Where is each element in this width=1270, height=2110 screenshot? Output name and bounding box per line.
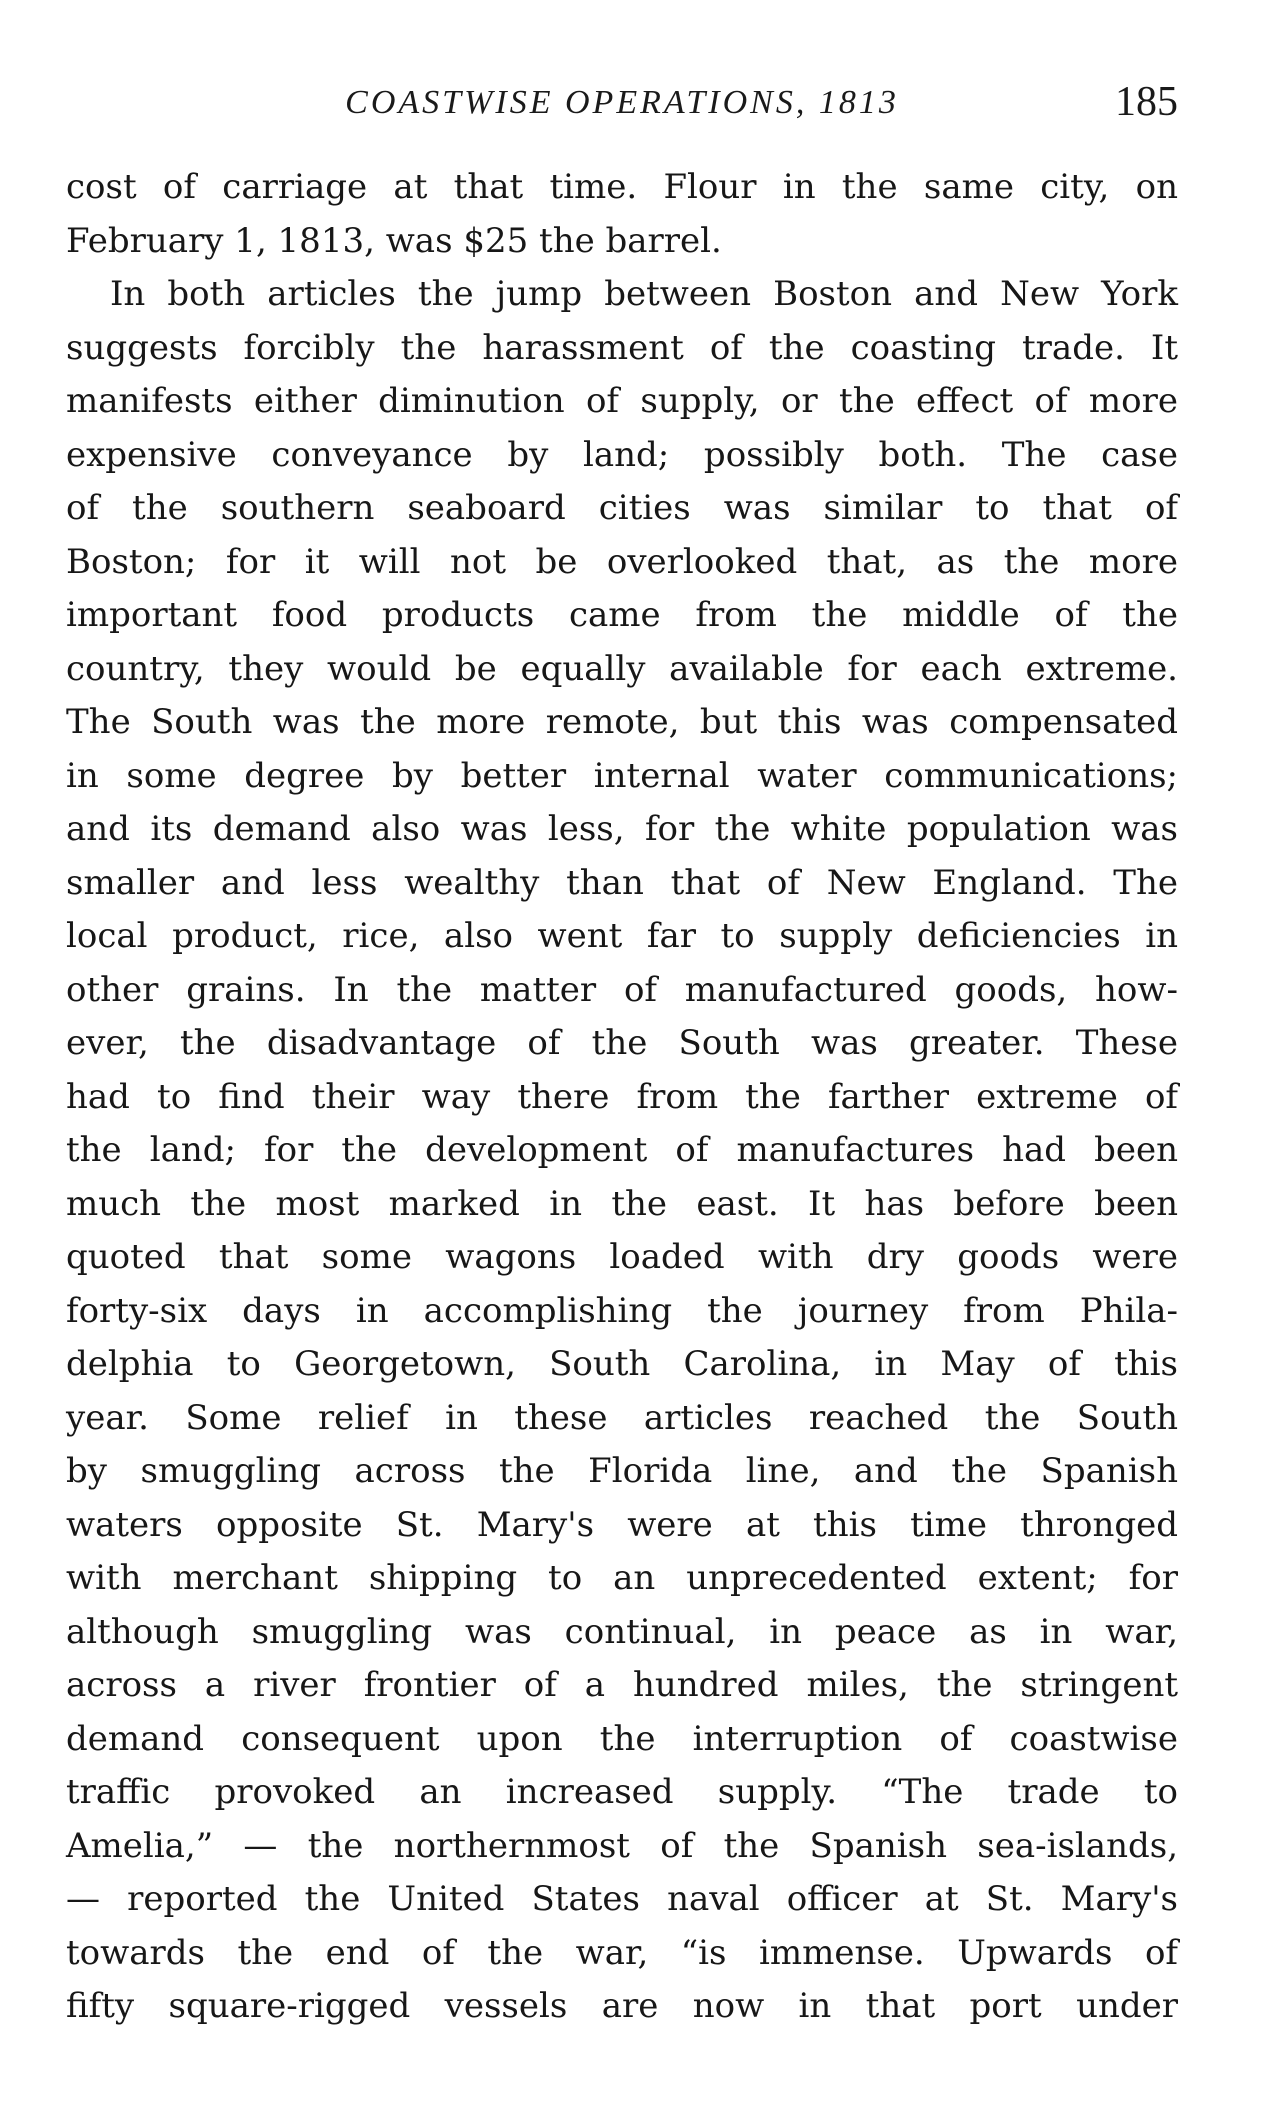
text-line: country, they would be equally available for each extreme. xyxy=(66,648,1178,689)
text-line: quoted that some wagons loaded with dry goods were xyxy=(66,1237,1178,1277)
text-line: other grains. In the matter of manufactured goods, how- xyxy=(66,969,1178,1010)
text-line: although smuggling was continual, in peace as in war, xyxy=(66,1611,1178,1652)
running-title: COASTWISE OPERATIONS, 1813 xyxy=(345,84,899,121)
text-line: — reported the United States naval officer at St. Mary's xyxy=(66,1879,1178,1919)
running-head xyxy=(66,78,1178,134)
body-text xyxy=(66,161,1178,2034)
text-line: The South was the more remote, but this was compensated xyxy=(66,702,1178,742)
text-line: in some degree by better internal water communications; xyxy=(66,755,1178,796)
text-line: of the southern seaboard cities was similar to that of xyxy=(66,488,1178,528)
text-line: and its demand also was less, for the white population was xyxy=(66,809,1178,849)
text-line: suggests forcibly the harassment of the coasting trade. It xyxy=(66,327,1178,368)
text-line: expensive conveyance by land; possibly both. The case xyxy=(66,434,1178,475)
text-line: demand consequent upon the interruption of coastwise xyxy=(66,1718,1178,1759)
text-line: towards the end of the war, “is immense. Upwards of xyxy=(66,1932,1178,1973)
text-line: much the most marked in the east. It has before been xyxy=(66,1183,1178,1224)
text-line: smaller and less wealthy than that of New England. The xyxy=(66,862,1178,903)
text-line: waters opposite St. Mary's were at this time thronged xyxy=(66,1504,1178,1545)
text-line: local product, rice, also went far to supply deficiencies in xyxy=(66,916,1178,956)
text-line: February 1, 1813, was $25 the barrel. xyxy=(66,220,722,261)
text-line: In both articles the jump between Boston and New York xyxy=(110,274,1178,314)
text-line: traffic provoked an increased supply. “The trade to xyxy=(66,1772,1178,1812)
text-line: had to find their way there from the farther extreme of xyxy=(66,1076,1178,1117)
text-line: year. Some relief in these articles reached the South xyxy=(66,1397,1178,1438)
text-line: with merchant shipping to an unprecedented extent; for xyxy=(66,1558,1178,1598)
text-line: Boston; for it will not be overlooked that, as the more xyxy=(66,541,1178,582)
text-line: fifty square-rigged vessels are now in that port under xyxy=(66,1986,1178,2026)
text-line: forty-six days in accomplishing the journey from Phila- xyxy=(66,1290,1178,1331)
text-line: across a river frontier of a hundred miles, the stringent xyxy=(66,1665,1178,1705)
text-line: cost of carriage at that time. Flour in the same city, on xyxy=(66,167,1178,207)
text-line: delphia to Georgetown, South Carolina, in May of this xyxy=(66,1344,1178,1384)
text-line: important food products came from the middle of the xyxy=(66,595,1178,635)
text-line: ever, the disadvantage of the South was greater. These xyxy=(66,1023,1178,1063)
text-line: manifests either diminution of supply, or the effect of more xyxy=(66,381,1178,421)
page-number: 185 xyxy=(1115,79,1178,125)
text-line: by smuggling across the Florida line, and the Spanish xyxy=(66,1451,1178,1491)
text-line: the land; for the development of manufactures had been xyxy=(66,1130,1178,1170)
text-line: Amelia,” — the northernmost of the Spanish sea-islands, xyxy=(66,1825,1178,1866)
